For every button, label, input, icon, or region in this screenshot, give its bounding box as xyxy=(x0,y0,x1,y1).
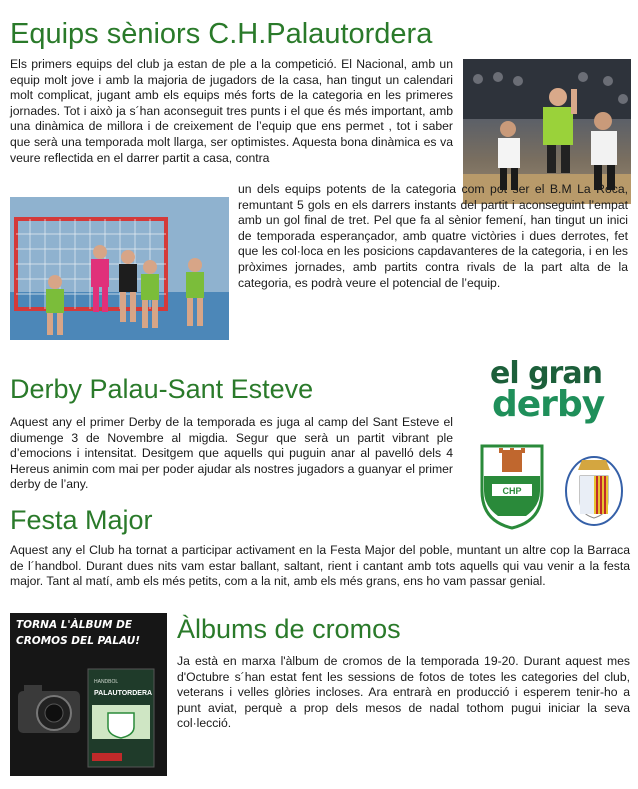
sant-esteve-crest-icon xyxy=(566,457,622,525)
derby-logo-line2: derby xyxy=(492,384,605,425)
section-title-equips: Equips sèniors C.H.Palautordera xyxy=(10,18,433,50)
section-title-albums: Àlbums de cromos xyxy=(177,614,401,644)
poster-line2: CROMOS DEL PALAU! xyxy=(16,635,141,647)
section4-body: Ja està en marxa l'àlbum de cromos de la temporada 19-20. Durant aquest mes d'Octubre s´han estat fent les sessions de fotos de totes les categories del club, veterans i velles glòries incloses. Ara entrarà en producció i esperem tenir-ho a punt aviat, perquè a prop dels mesos de nadal tothom pugui iniciar la seva col·lecció. xyxy=(177,654,630,731)
section-title-derby: Derby Palau-Sant Esteve xyxy=(10,374,314,404)
section3-body: Aquest any el Club ha tornat a participar activament en la Festa Major del poble, muntant un altre cop la Barraca de l´handbol. Durant dues nits vam estar ballant, saltant, rient i cantant amb tots aquells qui vau venir a la festa major. Tant al matí, amb els més petits, com a la nit, amb els més grans, ens ho vam passar genial. xyxy=(10,543,630,589)
camera-icon xyxy=(18,685,80,733)
album-poster xyxy=(10,613,167,776)
section-title-festa-major: Festa Major xyxy=(10,505,153,535)
album-small-label: HANDBOL xyxy=(94,679,119,685)
section1-paragraph-b: un dels equips potents de la categoria com pot ser el B.M La Roca, remuntant 5 gols en els darrers instants del partit i aconseguint l’empat amb un gol final de tret. Pel que fa al sènior femení, han tingut un inici de temporada esperançador, amb quatre victòries i dues derrotes, fet que les col·loca en les posicions capdavanteres de la categoria, i en les pròximes jornades, amb partits contra rivals de la part alta de la categoria, es podrà veure el potencial de l’equip. xyxy=(238,182,628,290)
chp-crest-label: CHP xyxy=(502,486,522,496)
derby-logo xyxy=(470,356,630,531)
photo-womens-match xyxy=(10,197,229,340)
photo-womens-match-art xyxy=(10,197,229,340)
poster-line1: TORNA L'ÀLBUM DE xyxy=(16,619,132,631)
club-crests xyxy=(470,436,630,531)
section2-body: Aquest any el primer Derby de la temporada es juga al camp del Sant Esteve el diumenge 3 de Novembre al migdia. Segur que serà un partit vibrant ple d’emocions i intensitat. Desitgem que aquells qui puguin anar al pavelló dels 4 Hereus animin com mai per poder ajudar als nostres jugadors a guanyar el primer derby de l’any. xyxy=(10,415,453,492)
poster-art xyxy=(10,661,167,776)
derby-logo-line1: el gran xyxy=(490,356,602,391)
section1-paragraph-a: Els primers equips del club ja estan de ple a la competició. El Nacional, amb un equip molt jove i amb la majoria de jugadors de la casa, han tingut un calendari molt complicat, jugant amb els equips més forts de la categoria en les primeres jornades. Tot i això ja s´han aconseguit tres punts i el que és més important, amb una dinàmica de millora i de creixement de l’equip que ens permet , tot i saber que serà una temporada molt llarga, ser optimistes. Aquesta bona dinàmica es va veure reflectida en el darrer partit a casa, contra xyxy=(10,57,453,165)
album-title-label: PALAUTORDERA xyxy=(94,690,153,697)
